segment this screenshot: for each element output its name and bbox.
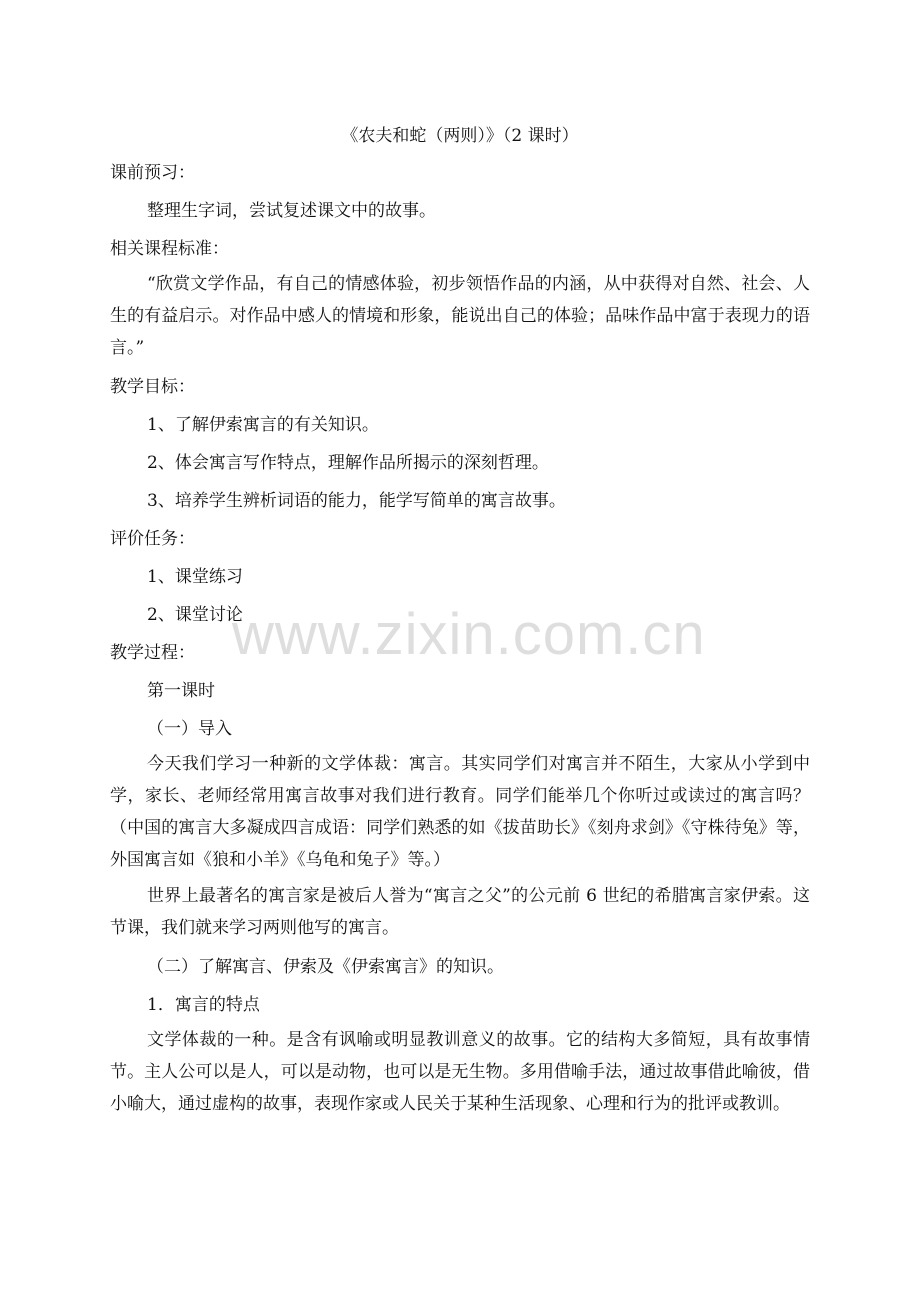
tasks-heading: 评价任务： bbox=[110, 529, 195, 549]
document-body bbox=[110, 118, 810, 1124]
goals-heading: 教学目标： bbox=[110, 377, 195, 397]
section-two-heading: （二）了解寓言、伊索及《伊索寓言》的知识。 bbox=[147, 957, 504, 977]
fable-paragraph: 文学体裁的一种。是含有讽喻或明显教训意义的故事。它的结构大多简短，具有故事情节。主人公可以是人，可以是动物，也可以是无生物。多用借喻手法，通过故事借此喻彼，借小喻大，通过虚构的故事，表现作家或人民关于某种生活现象、心理和行为的批评或教训。 bbox=[110, 1030, 810, 1114]
aesop-paragraph: 世界上最著名的寓言家是被后人誉为“寓言之父”的公元前 6 世纪的希腊寓言家伊索。这节课，我们就来学习两则他写的寓言。 bbox=[110, 886, 810, 938]
preview-text: 整理生字词，尝试复述课文中的故事。 bbox=[147, 201, 436, 221]
standards-heading: 相关课程标准： bbox=[110, 239, 229, 259]
section-one-heading: （一）导入 bbox=[147, 719, 232, 739]
task-item: 2、课堂讨论 bbox=[147, 605, 243, 625]
task-item: 1、课堂练习 bbox=[147, 567, 243, 587]
document-title: 《农夫和蛇（两则）》（2 课时） bbox=[341, 126, 579, 146]
process-heading: 教学过程： bbox=[110, 643, 195, 663]
intro-paragraph: 今天我们学习一种新的文学体裁：寓言。其实同学们对寓言并不陌生，大家从小学到中学，家长、老师经常用寓言故事对我们进行教育。同学们能举几个你听过或读过的寓言吗？（中国的寓言大多凝成四言成语：同学们熟悉的如《拔苗助长》《刻舟求剑》《守株待兔》等，外国寓言如《狼和小羊》《乌龟和兔子》等。） bbox=[110, 754, 810, 870]
goal-item: 2、体会寓言写作特点，理解作品所揭示的深刻哲理。 bbox=[147, 453, 549, 473]
standards-text: “欣赏文学作品，有自己的情感体验，初步领悟作品的内涵，从中获得对自然、社会、人生的有益启示。对作品中感人的情境和形象，能说出自己的体验；品味作品中富于表现力的语言。” bbox=[110, 274, 810, 358]
goal-item: 3、培养学生辨析词语的能力，能学写简单的寓言故事。 bbox=[147, 491, 566, 511]
subsection-one-heading: 1．寓言的特点 bbox=[147, 995, 260, 1015]
watermark-text: www.zixin.com.cn bbox=[232, 602, 706, 667]
goal-item: 1、了解伊索寓言的有关知识。 bbox=[147, 415, 379, 435]
lesson-one-label: 第一课时 bbox=[147, 681, 215, 701]
preview-heading: 课前预习： bbox=[110, 163, 195, 183]
